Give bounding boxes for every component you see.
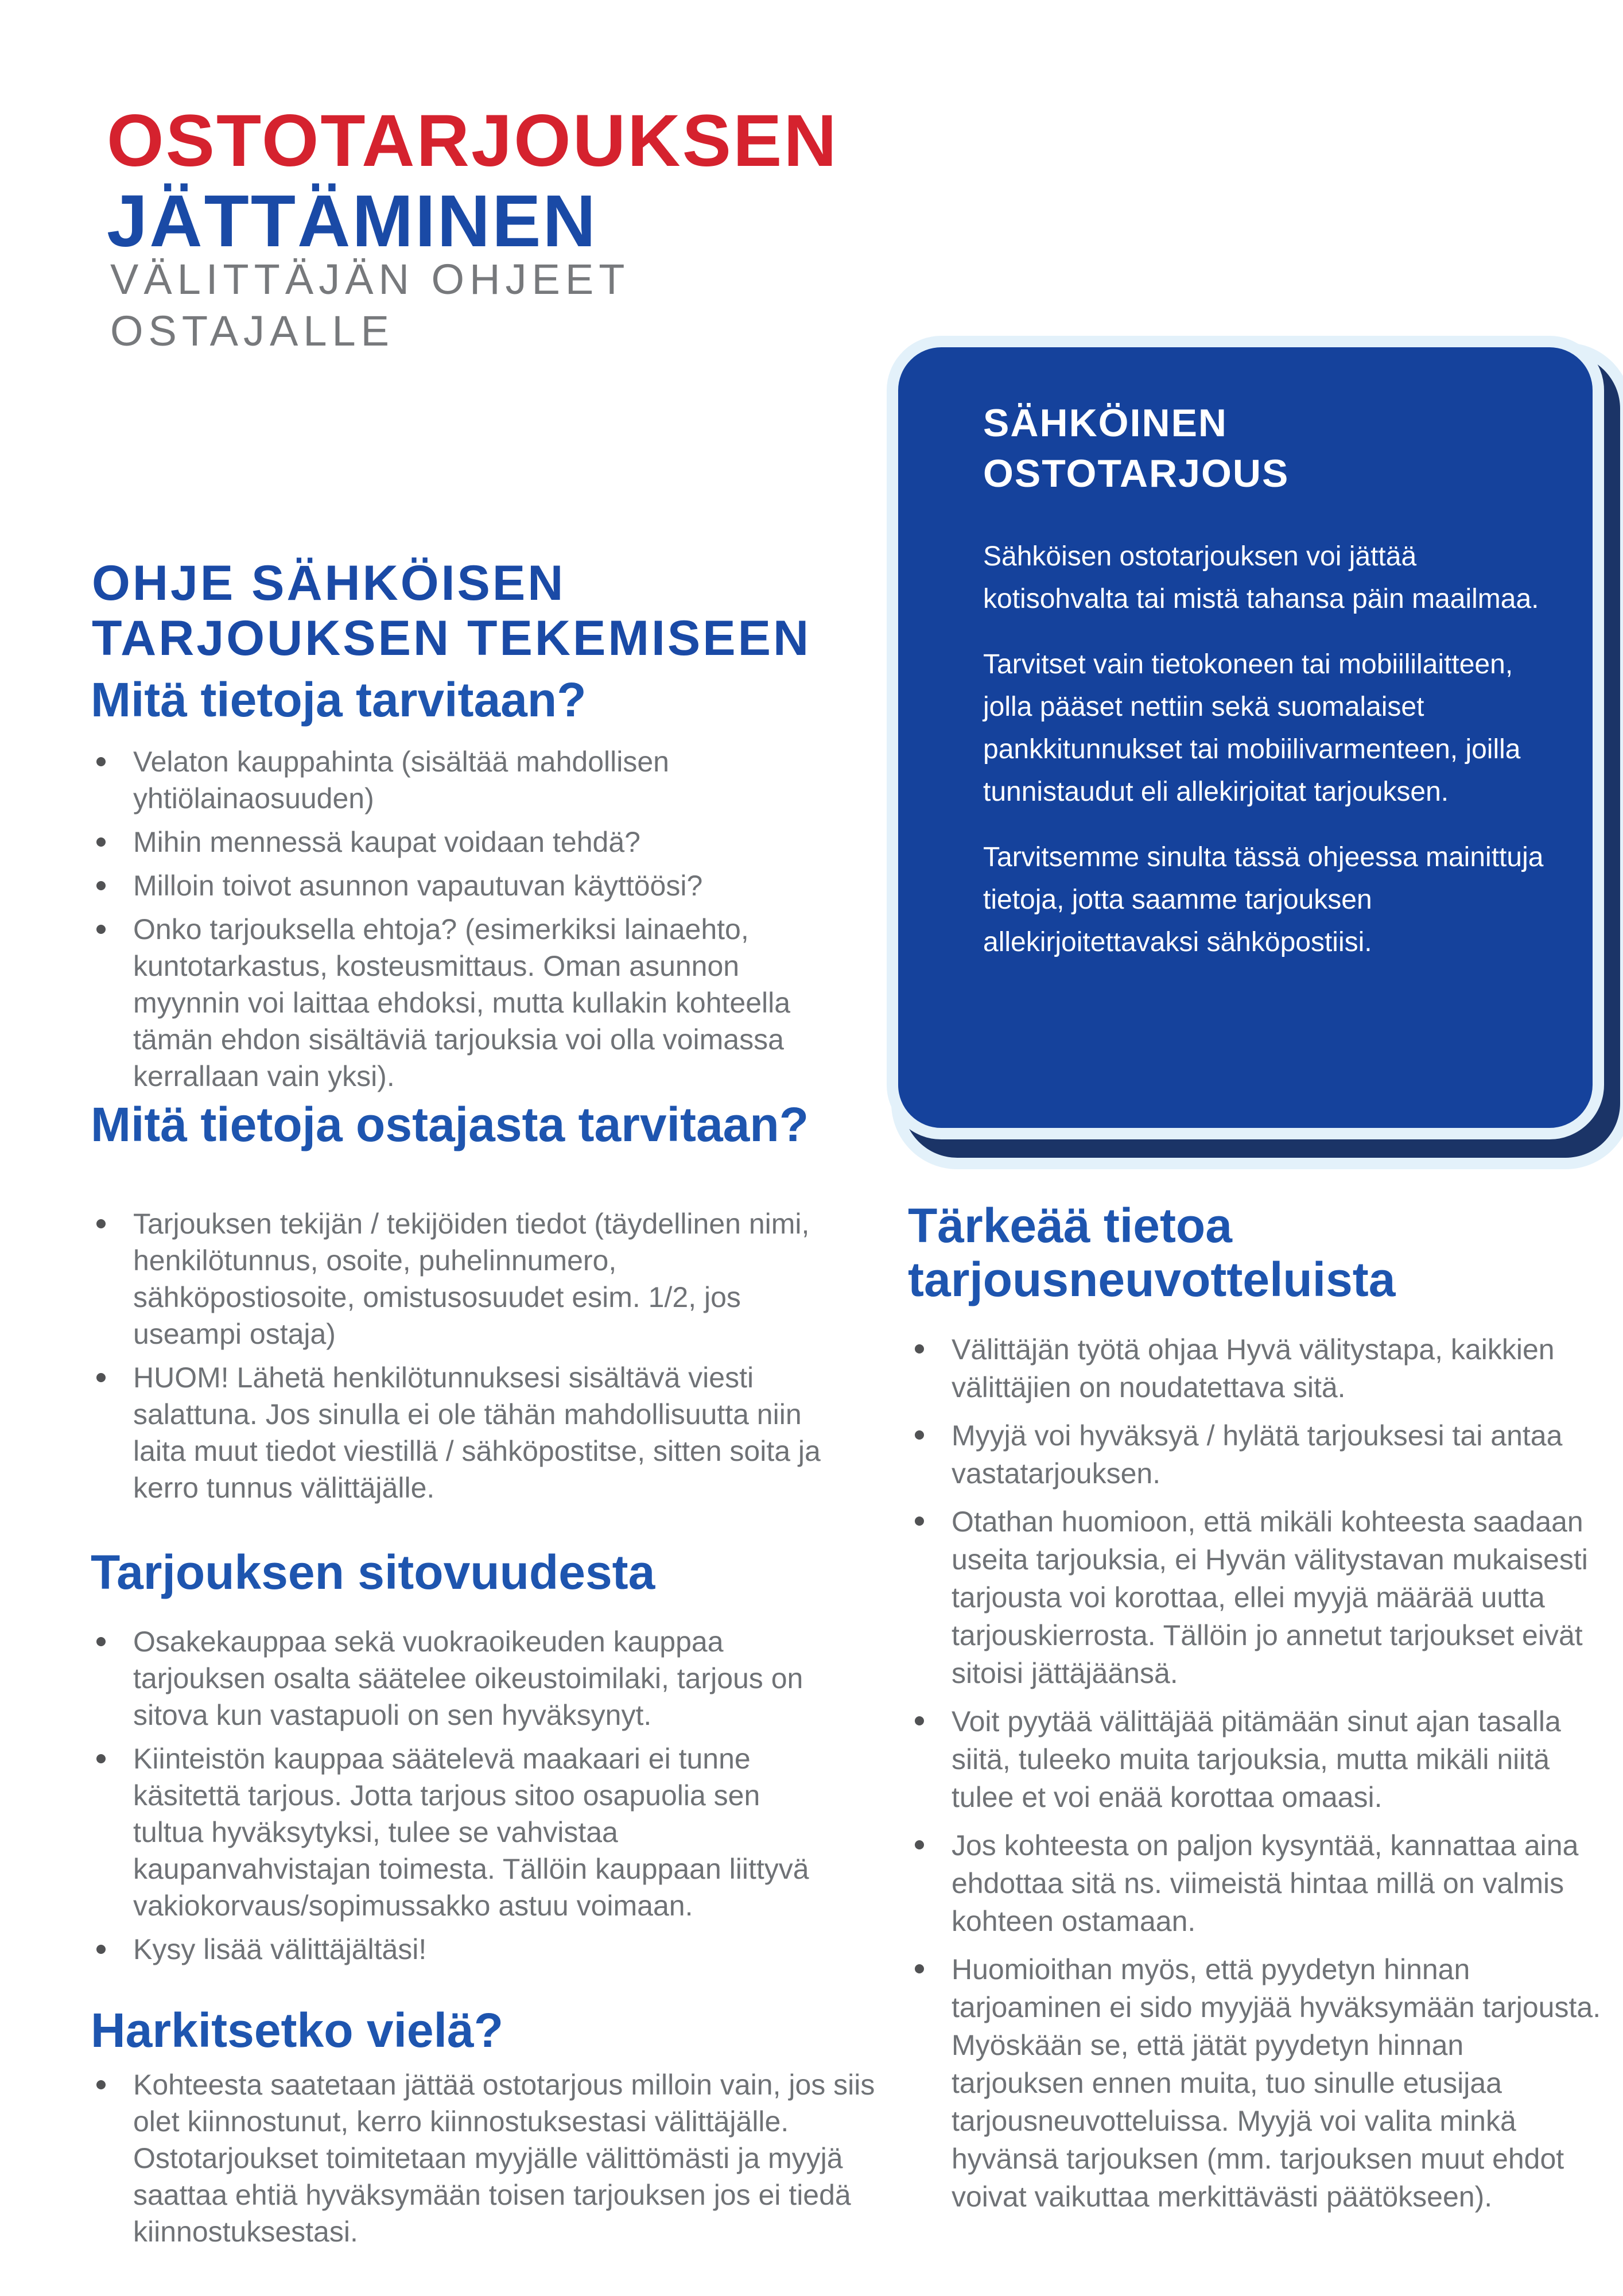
title-line-blue: JÄTTÄMINEN: [107, 180, 597, 262]
list-item: Milloin toivot asunnon vapautuvan käyttöösi?: [92, 867, 826, 904]
document-subtitle: [110, 254, 630, 357]
info-card-title: [983, 398, 1564, 499]
info-card: [887, 336, 1604, 1139]
list-item: Välittäjän työtä ohjaa Hyvä välitystapa, kaikkien välittäjien on noudatettava sitä.: [910, 1331, 1602, 1406]
subsection-title: Tarjouksen sitovuudesta: [91, 1545, 655, 1599]
info-card-paragraph: Sähköisen ostotarjouksen voi jättää kotisohvalta tai mistä tahansa päin maailmaa.: [983, 541, 1539, 614]
list-item: Kysy lisää välittäjältäsi!: [92, 1931, 826, 1968]
left-section-heading: [92, 556, 811, 666]
left-section-heading-line: OHJE SÄHKÖISEN: [92, 556, 566, 611]
subtitle-line: OSTAJALLE: [110, 307, 395, 355]
list-item: Otathan huomioon, että mikäli kohteesta saadaan useita tarjouksia, ei Hyvän välitystavan mukaisesti tarjousta voi korottaa, ellei myyjä määrää uutta tarjouskierrosta. Tällöin jo annetut tarjoukset eivät sitoisi jättäjäänsä.: [910, 1503, 1602, 1692]
subsection-title: Harkitsetko vielä?: [91, 2003, 504, 2057]
list-item: Onko tarjouksella ehtoja? (esimerkiksi lainaehto, kuntotarkastus, kosteusmittaus. Oman asunnon myynnin voi laittaa ehdoksi, mutta kullakin kohteella tämän ehdon sisältäviä tarjouksia voi olla voimassa kerrallaan vain yksi).: [92, 911, 826, 1095]
bullet-list: [92, 1623, 826, 1968]
list-item: Jos kohteesta on paljon kysyntää, kannattaa aina ehdottaa sitä ns. viimeistä hintaa millä on valmis kohteen ostamaan.: [910, 1826, 1602, 1940]
list-item: Myyjä voi hyväksyä / hylätä tarjouksesi tai antaa vastatarjouksen.: [910, 1417, 1602, 1492]
left-section-heading-line: TARJOUKSEN TEKEMISEEN: [92, 611, 812, 666]
list-item: Tarjouksen tekijän / tekijöiden tiedot (täydellinen nimi, henkilötunnus, osoite, puhelinnumero, sähköpostiosoite, omistusosuudet esim. 1/2, jos useampi ostaja): [92, 1205, 826, 1352]
list-item: Velaton kauppahinta (sisältää mahdollisen yhtiölainaosuuden): [92, 743, 826, 817]
document-title: [107, 101, 838, 262]
bullet-list: [92, 2066, 924, 2250]
bullet-list: [910, 1331, 1602, 2216]
subsection-title: Mitä tietoja ostajasta tarvitaan?: [91, 1097, 809, 1151]
info-card-title-line: SÄHKÖINEN: [983, 401, 1228, 445]
bullet-list: [92, 1205, 826, 1506]
list-item: Kiinteistön kauppaa säätelevä maakaari ei tunne käsitettä tarjous. Jotta tarjous sitoo osapuolia sen tultua hyväksytyksi, tulee se vahvistaa kaupanvahvistajan toimesta. Tällöin kauppaan liittyvä vakiokorvaus/sopimussakko astuu voimaan.: [92, 1740, 826, 1924]
list-item: Voit pyytää välittäjää pitämään sinut ajan tasalla siitä, tuleeko muita tarjouksia, mutta mikäli niitä tulee et voi enää korottaa omaasi.: [910, 1702, 1602, 1816]
subsection-title: Tärkeää tietoa tarjousneuvotteluista: [908, 1199, 1396, 1306]
info-card-paragraph: Tarvitset vain tietokoneen tai mobiililaitteen, jolla pääset nettiin sekä suomalaiset pankkitunnukset tai mobiilivarmenteen, joilla tunnistaudut eli allekirjoitat tarjouksen.: [983, 649, 1521, 807]
list-item: Osakekauppaa sekä vuokraoikeuden kauppaa tarjouksen osalta säätelee oikeustoimilaki, tarjous on sitova kun vastapuoli on sen hyväksynyt.: [92, 1623, 826, 1733]
subsection-title: Mitä tietoja tarvitaan?: [91, 673, 587, 727]
list-item: Kohteesta saatetaan jättää ostotarjous milloin vain, jos siis olet kiinnostunut, kerro kiinnostuksestasi välittäjälle. Ostotarjoukset toimitetaan myyjälle välittömästi ja myyjä saattaa ehtiä hyväksymään toisen tarjouksen jos ei tiedä kiinnostuksestasi.: [92, 2066, 924, 2250]
list-item: HUOM! Lähetä henkilötunnuksesi sisältävä viesti salattuna. Jos sinulla ei ole tähän mahdollisuutta niin laita muut tiedot viestillä / sähköpostitse, sitten soita ja kerro tunnus välittäjälle.: [92, 1359, 826, 1506]
subtitle-line: VÄLITTÄJÄN OHJEET: [110, 255, 630, 303]
bullet-list: [92, 743, 826, 1095]
info-card-title-line: OSTOTARJOUS: [983, 452, 1290, 495]
list-item: Huomioithan myös, että pyydetyn hinnan tarjoaminen ei sido myyjää hyväksymään tarjousta. Myöskään se, että jätät pyydetyn hinnan tarjouksen ennen muita, tuo sinulle etusijaa tarjousneuvotteluissa. Myyjä voi valita minkä hyvänsä tarjouksen (mm. tarjouksen muut ehdot voivat vaikuttaa merkittävästi päätökseen).: [910, 1950, 1602, 2216]
info-card-paragraph: Tarvitsemme sinulta tässä ohjeessa mainittuja tietoja, jotta saamme tarjouksen allekirjoitettavaksi sähköpostiisi.: [983, 842, 1544, 957]
title-line-red: OSTOTARJOUKSEN: [107, 100, 838, 182]
list-item: Mihin mennessä kaupat voidaan tehdä?: [92, 824, 826, 860]
